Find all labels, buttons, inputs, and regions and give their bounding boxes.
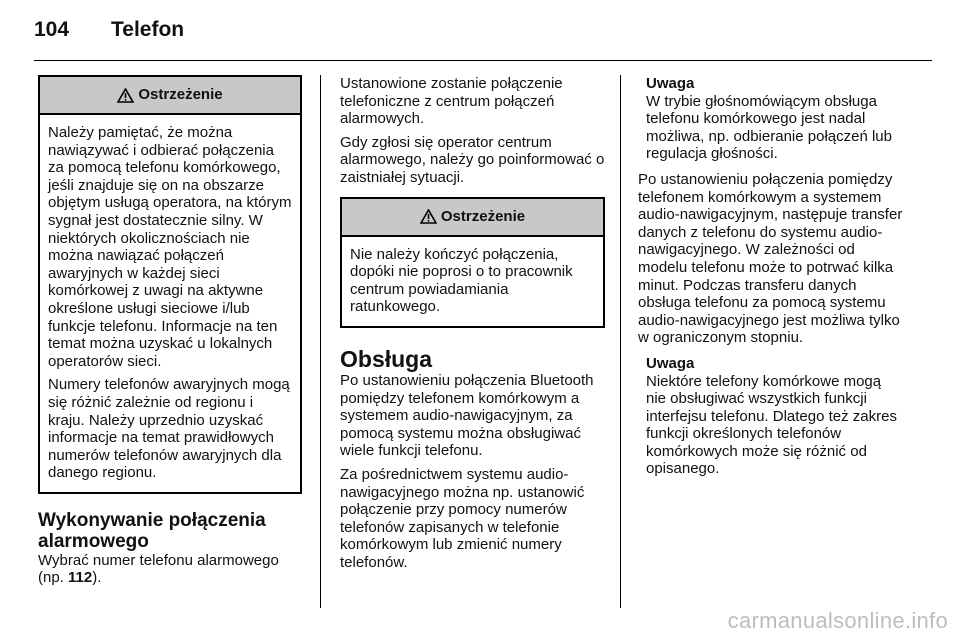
column-2 [340,75,605,571]
warning-box [38,75,302,494]
paragraph: Po ustanowieniu połączenia pomiędzy telefonem komórkowym a systemem audio-nawigacyjnym, następuje transfer danych z telefonu do systemu audio-nawigacyjnego. W zależności od modelu telefonu może to potrwać kilka minut. Podczas transferu danych obsługa telefonu za pomocą systemu audio-nawigacyjnego jest możliwa tylko w ograniczonym stopniu. [638,170,903,347]
subsection-heading: Wykonywanie połączenia alarmowego [38,509,266,552]
page-reference[interactable]: 112 [68,569,93,587]
note-block [638,75,903,163]
paragraph: Ustanowione zostanie połączenie telefoniczne z centrum połączeń alarmowych. [340,75,563,128]
warning-box [340,197,605,328]
warning-paragraph: Nie należy kończyć połączenia, dopóki nie poprosi o to pracownik centrum powiadamiania ratunkowego. [350,245,573,316]
warning-title: Ostrzeżenie [440,207,526,225]
paragraph: Za pośrednictwem systemu audio-nawigacyjnego można np. ustanowić połączenie przy pomocy numerów telefonów zapisanych w telefonie komórkowym lub zmienić numery telefonów. [340,465,585,571]
warning-paragraph: Należy pamiętać, że można nawiązywać i odbierać połączenia za pomocą telefonu komórkowego, jeśli znajduje się on na obszarze objętym usługą operatora, na którym sygnał jest dostatecznie silny. W niektórych okolicznościach nie można nawiązać połączeń awaryjnych w każdej sieci komórkowej z uwagi na aktywne określone usługi sieciowe i/lub funkcje telefonu. Informacje na ten temat można uzyskać u lokalnych operatorów sieci. [48,124,292,370]
section-heading: Obsługa [340,345,433,372]
paragraph: Gdy zgłosi się operator centrum alarmowego, należy go poinformować o zaistniałej sytuacji. [340,133,605,186]
warning-body [342,237,603,326]
note-label: Uwaga [646,354,695,372]
note-text: Niektóre telefony komórkowe mogą nie obsługiwać wszystkich funkcji interfejsu telefonu. Dlatego też zakres funkcji określonych telefonów komórkowych może się różnić od opisanego. [646,372,897,478]
column-3 [638,75,903,478]
note-text: W trybie głośnomówiącym obsługa telefonu komórkowego jest nadal możliwa, np. odbieranie połączeń lub regulacja głośności. [646,92,892,163]
column-1 [38,75,302,587]
section-title: Telefon [111,18,185,41]
warning-header [342,199,603,237]
paragraph [38,552,302,587]
header-divider [34,60,932,61]
text-span: ). [92,569,102,587]
column-divider-1 [320,75,321,608]
paragraph: Po ustanowieniu połączenia Bluetooth pomiędzy telefonem komórkowym a systemem audio-nawigacyjnym, za pomocą systemu można obsługiwać wiele funkcji telefonu. [340,371,594,460]
note-label: Uwaga [646,75,695,92]
warning-header [40,77,300,115]
warning-paragraph: Numery telefonów awaryjnych mogą się różnić zależnie od regionu i kraju. Należy uprzednio uzyskać informacje na temat prawidłowych numerów telefonów awaryjnych dla danego regionu. [48,376,290,482]
watermark-logo: carmanualsonline.info [727,608,948,633]
text-span: Wybrać numer telefonu alarmowego (np. [38,551,279,587]
note-block [638,355,903,478]
column-divider-2 [620,75,621,608]
warning-triangle-icon [117,88,134,103]
warning-title: Ostrzeżenie [138,86,223,104]
page-header [34,18,184,48]
warning-body [40,115,300,492]
page-number: 104 [34,18,70,41]
warning-triangle-icon [420,209,437,224]
